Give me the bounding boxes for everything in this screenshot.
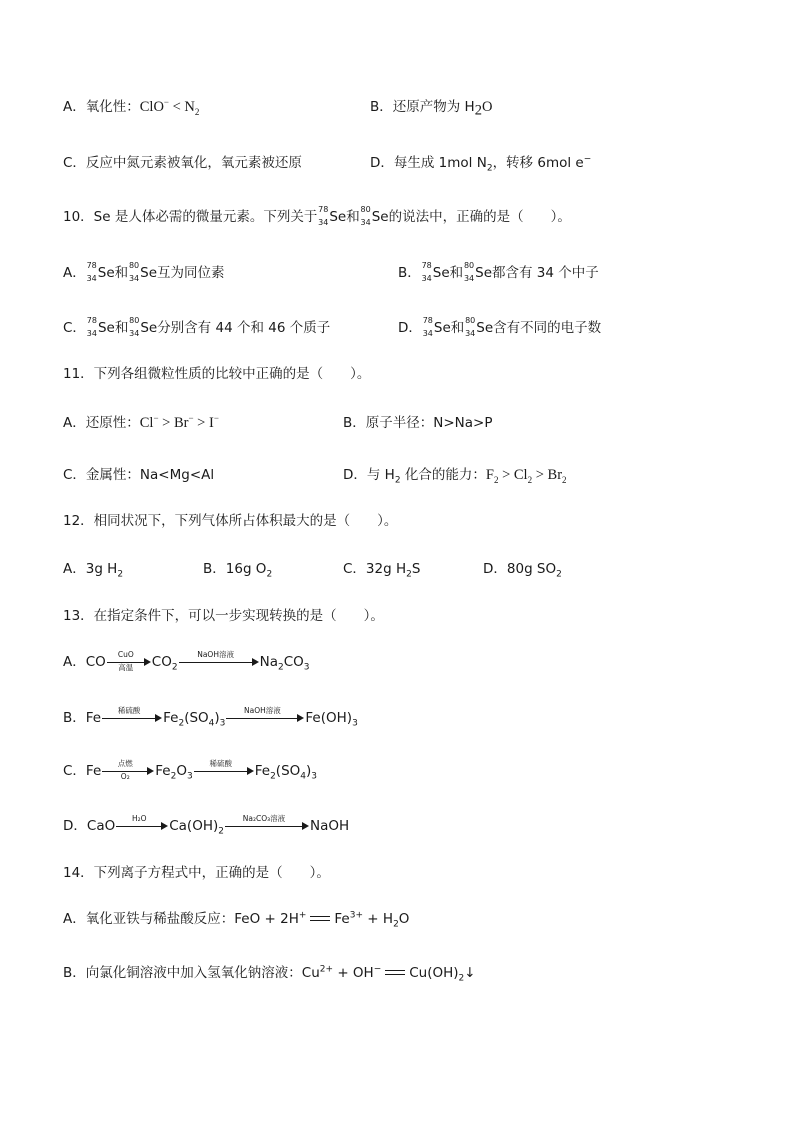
q14-option-a[interactable]: A．氧化亚铁与稀盐酸反应：FeO + 2H+ $Fe^{3+} + H_2O$ — [63, 910, 410, 930]
q11-option-d[interactable]: D．与 $H_2$ 化合的能力：$F_2 > Cl_2 > Br_2$ — [343, 467, 567, 486]
reaction-arrow: Na₂CO₃溶液 — [225, 815, 309, 837]
q14-option-b[interactable]: B．向氯化铜溶液中加入氢氧化钠溶液：$Cu^{2+} + OH^-$ $Cu(OH)_2↓$ — [63, 964, 476, 984]
q12-option-b[interactable]: B．16g $O_2$ — [203, 561, 273, 580]
q11-stem: 11．下列各组微粒性质的比较中正确的是（ ）。 — [63, 366, 371, 382]
q14-stem: 14．下列离子方程式中，正确的是（ ）。 — [63, 865, 330, 881]
q11-option-a[interactable]: A．还原性：Cl− > Br− > I− — [63, 413, 219, 431]
isotope-se78: 78 34 — [318, 205, 329, 227]
q13-option-c[interactable]: C．Fe 点燃 O₂ $Fe_2O_3$ 稀硫酸 $Fe_2(SO_4)_3$ — [63, 759, 318, 782]
q13-stem: 13．在指定条件下，可以一步实现转换的是（ ）。 — [63, 608, 384, 624]
reaction-arrow: 点燃 O₂ — [102, 760, 154, 782]
reaction-arrow: 稀硫酸 — [194, 760, 254, 782]
q12-option-d[interactable]: D．80g $SO_2$ — [483, 561, 562, 580]
q11-option-c[interactable]: C．金属性：Na<Mg<Al — [63, 467, 215, 483]
q11-option-b[interactable]: B．原子半径：N>Na>P — [343, 415, 493, 431]
q13-option-b[interactable]: B．Fe 稀硫酸 $Fe_2(SO_4)_3$ NaOH溶液 $Fe(OH)_3$ — [63, 706, 358, 729]
q10-option-b[interactable]: B． 78 34 Se和 80 34 Se都含有 34 个中子 — [398, 261, 599, 283]
q10-stem: 10．Se 是人体必需的微量元素。下列关于 78 34 Se和 80 34 Se的说法中，正确的是（ ）。 — [63, 205, 571, 227]
q9-option-a[interactable]: A．氧化性：$ClO^- < N_2$ — [63, 97, 200, 117]
q10-option-c[interactable]: C． 78 34 Se和 80 34 Se分别含有 44 个和 46 个质子 — [63, 316, 331, 338]
reaction-arrow: NaOH溶液 — [179, 651, 259, 673]
reaction-arrow: CuO 高温 — [107, 651, 151, 673]
q9-option-c[interactable]: C．反应中氮元素被氧化，氧元素被还原 — [63, 155, 302, 171]
q12-option-a[interactable]: A．3g $H_2$ — [63, 561, 124, 580]
reaction-arrow: NaOH溶液 — [226, 707, 304, 729]
q12-option-c[interactable]: C．32g $H_2S$ — [343, 561, 421, 580]
reaction-arrow: 稀硫酸 — [102, 707, 162, 729]
q10-option-d[interactable]: D． 78 34 Se和 80 34 Se含有不同的电子数 — [398, 316, 602, 338]
equals-sign — [385, 970, 405, 976]
q10-option-a[interactable]: A． 78 34 Se和 80 34 Se互为同位素 — [63, 261, 225, 283]
q13-option-d[interactable]: D．CaO H₂O $Ca(OH)_2$ Na₂CO₃溶液 NaOH — [63, 814, 350, 837]
equals-sign — [310, 916, 330, 922]
q12-stem: 12．相同状况下，下列气体所占体积最大的是（ ）。 — [63, 513, 398, 529]
isotope-se80: 80 34 — [360, 205, 371, 227]
q13-option-a[interactable]: A．CO CuO 高温 $CO_2$ NaOH溶液 $Na_2CO_3$ — [63, 650, 310, 673]
reaction-arrow: H₂O — [116, 815, 168, 837]
q9-option-b[interactable]: B．还原产物为 $H_2O$ — [370, 99, 493, 119]
q9-option-d[interactable]: D．每生成 1mol $N_2$，转移 6mol e− — [370, 154, 592, 174]
